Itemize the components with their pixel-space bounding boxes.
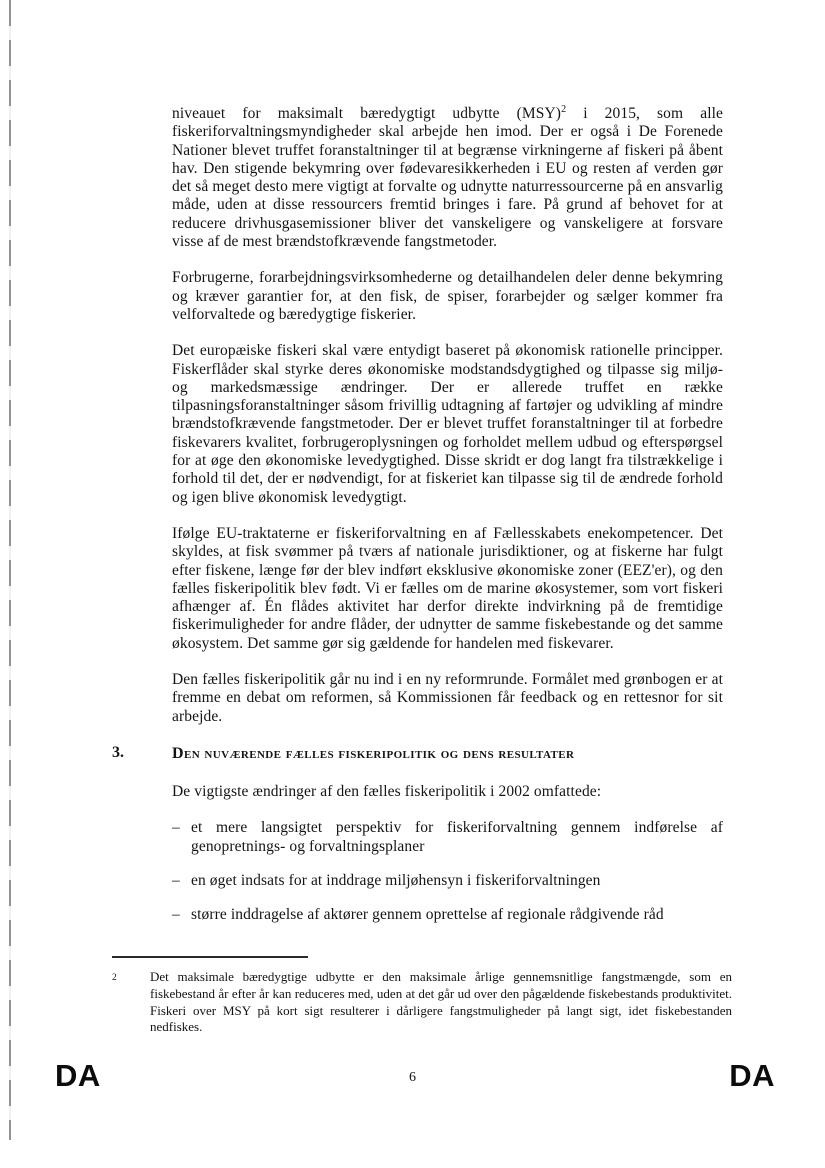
footnote-area [112, 956, 732, 1036]
bullet-dash-marker: – [172, 871, 180, 889]
paragraph-text-before-footnote-ref: niveauet for maksimalt bæredygtigt udbytte (MSY) [172, 105, 562, 122]
footer-language-code-right: DA [729, 1058, 775, 1093]
paragraph: Ifølge EU-traktaterne er fiskeriforvaltning en af Fællesskabets enekompetencer. Det skyldes, at fisk svømmer på tværs af nationale jurisdiktioner, og at fiskerne har fulgt efter fiskene, længe før der blev indført eksklusive økonomiske zoner (EEZ'er), og den fælles fiskeripolitik blev født. Vi er fælles om de marine økosystemer, som vort fiskeri afhænger af. Én flådes aktivitet har derfor direkte indvirkning på de fremtidige fiskerimuligheder for andre flåder, der udnytter de samme fiskebestande og det samme økosystem. Det samme gør sig gældende for handelen med fiskevarer. [172, 524, 723, 652]
scan-artifact-line [9, 0, 11, 1140]
bullet-text: større inddragelse af aktører gennem oprettelse af regionale rådgivende råd [191, 906, 664, 924]
bullet-item [172, 819, 723, 856]
paragraph: Forbrugerne, forarbejdningsvirksomhederne og detailhandelen deler denne bekymring og kræver garantier for, at den fisk, de spiser, forarbejder og sælger kommer fra velforvaltede og bæredygtige fiskerier. [172, 269, 723, 323]
bullet-item [172, 872, 723, 890]
paragraph [172, 105, 723, 251]
bullet-item [172, 906, 723, 924]
paragraph: Det europæiske fiskeri skal være entydigt baseret på økonomisk rationelle principper. Fiskerflåder skal styrke deres økonomiske modstandsdygtighed og tilpasse sig miljø- og markedsmæssige ændringer. Der er allerede truffet en række tilpasningsforanstaltninger såsom frivillig udtagning af fartøjer og udvikling af mindre brændstofkrævende fangstmetoder. Der er blevet truffet foranstaltninger til at forbedre fiskevarers kvalitet, forbrugeroplysningen og forholdet mellem udbud og efterspørgsel for at øge den økonomiske levedygtighed. Disse skridt er dog langt fra tilstrækkelige i forhold til det, der er nødvendigt, for at fiskeriet kan tilpasse sig til de ændrede forhold og igen blive økonomisk levedygtigt. [172, 342, 723, 506]
bullet-list [172, 819, 723, 924]
paragraph: Den fælles fiskeripolitik går nu ind i en ny reformrunde. Formålet med grønbogen er at fremme en debat om reformen, så Kommissionen får feedback og en rettesnor for sit arbejde. [172, 671, 723, 725]
footnote-text: Det maksimale bæredygtige udbytte er den maksimale årlige gennemsnitlige fangstmængde, som en fiskebestand år efter år kan reduceres med, uden at det går ud over den pågældende fiskebestands produktivitet. Fiskeri over MSY på kort sigt resulterer i dårligere fangstmuligheder på langt sigt, idet fiskebestanden nedfiskes. [150, 969, 732, 1035]
section-title: Den nuværende fælles fiskeripolitik og dens resultater [172, 744, 575, 762]
footnote-separator-rule [112, 956, 308, 958]
footer-language-code-left: DA [55, 1058, 101, 1093]
paragraph-text-after-footnote-ref: i 2015, som alle fiskeriforvaltningsmyndigheder skal arbejde hen imod. Der er også i De Forenede Nationer blevet truffet foranstaltninger til at begrænse virkningerne af fiskeri på åbent hav. Den stigende bekymring over fødevaresikkerheden i EU og resten af verden gør det så meget desto mere vigtigt at forvalte og udnytte naturressourcerne på en ansvarlig måde, uden at disse ressourcers fremtid bringes i fare. På grund af behovet for at reducere drivhusgasemissioner bliver det vanskeligere og vanskeligere at forsvare visse af de mest brændstofkrævende fangstmetoder. [172, 105, 723, 251]
section-intro-line: De vigtigste ændringer af den fælles fiskeripolitik i 2002 omfattede: [172, 782, 602, 800]
page-body-text [112, 104, 723, 940]
footnote-marker: 2 [112, 973, 117, 983]
bullet-dash-marker: – [172, 819, 180, 837]
footnote-reference-superscript: 2 [561, 104, 567, 115]
bullet-text: en øget indsats for at inddrage miljøhensyn i fiskeriforvaltningen [191, 871, 601, 889]
footnote [112, 969, 732, 1036]
bullet-text: et mere langsigtet perspektiv for fiskeriforvaltning gennem indførelse af genopretnings- og forvaltningsplaner [191, 819, 723, 855]
section-number: 3. [112, 743, 124, 761]
bullet-dash-marker: – [172, 906, 180, 924]
page-number: 6 [409, 1070, 416, 1085]
section-heading [112, 743, 723, 763]
